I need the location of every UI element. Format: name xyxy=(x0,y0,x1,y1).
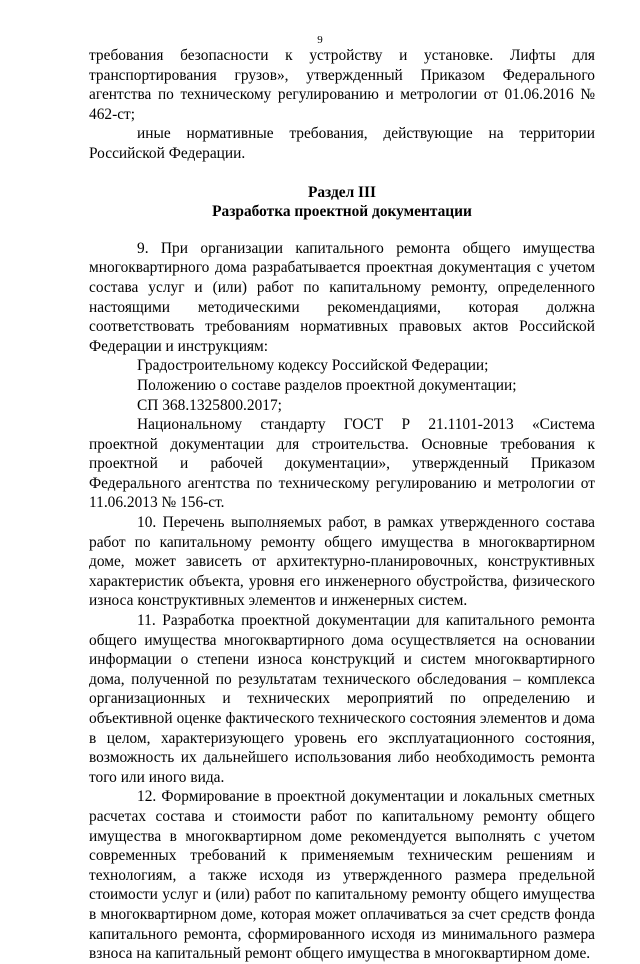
paragraph-10: 10. Перечень выполняемых работ, в рамках утвержденного состава работ по капитальному ремонту общего имущества в многоквартирном доме, может зависеть от архитектурно-планировочных, конструктивных характеристик объекта, уровня его инженерного обустройства, физического износа конструктивных элементов и инженерных систем. xyxy=(89,514,595,610)
page-number: 9 xyxy=(317,34,323,46)
paragraph-lift-standard: требования безопасности к устройству и установке. Лифты для транспортирования грузов», утвержденный Приказом Федерального агентства по техническому регулированию и метрологии от 01.06.2016 № 462-ст; xyxy=(89,47,595,123)
document-body xyxy=(89,46,595,964)
paragraph-12: 12. Формирование в проектной документации и локальных сметных расчетах состава и стоимости работ по капитальному ремонту общего имущества в многоквартирном доме рекомендуется выполнять с учетом современных требований к применяемым техническим решениям и технологиям, а также исходя из утвержденного размера предельной стоимости услуг и (или) работ по капитальному ремонту общего имущества в многоквартирном доме, которая может оплачиваться за счет средств фонда капитального ремонта, сформированного исходя из минимального размера взноса на капитальный ремонт общего имущества в многоквартирном доме. xyxy=(89,788,595,963)
paragraph-11: 11. Разработка проектной документации для капитального ремонта общего имущества многоквартирного дома осуществляется на основании информации о степени износа конструкций и систем многоквартирного дома, полученной по результатам технического обследования – комплекса организационных и технических мероприятий по определению и объективной оценке фактического технического состояния элементов и дома в целом, характеризующего уровень его эксплуатационного состояния, возможность их дальнейшего использования либо необходимость ремонта того или иного вида. xyxy=(89,612,595,786)
paragraph-other-requirements: иные нормативные требования, действующие на территории Российской Федерации. xyxy=(89,125,595,162)
paragraph-9: 9. При организации капитального ремонта общего имущества многоквартирного дома разрабатывается проектная документация с учетом состава услуг и (или) работ по капитальному ремонту, определенного настоящими методическими рекомендациями, которая должна соответствовать требованиям нормативных правовых актов Российской Федерации и инструкциям: xyxy=(89,239,595,355)
section-title: Разработка проектной документации xyxy=(212,203,472,221)
list-item-project-sections: Положению о составе разделов проектной документации; xyxy=(137,376,517,394)
list-item-sp: СП 368.1325800.2017; xyxy=(137,396,282,414)
section-number: Раздел III xyxy=(307,183,377,201)
list-item-town-planning-code: Градостроительному кодексу Российской Федерации; xyxy=(137,357,489,375)
list-item-gost: Национальному стандарту ГОСТ Р 21.1101-2013 «Система проектной документации для строительства. Основные требования к проектной и рабочей документации», утвержденный Приказом Федерального агентства по техническому регулированию и метрологии от 11.06.2013 № 156-ст. xyxy=(89,416,595,512)
